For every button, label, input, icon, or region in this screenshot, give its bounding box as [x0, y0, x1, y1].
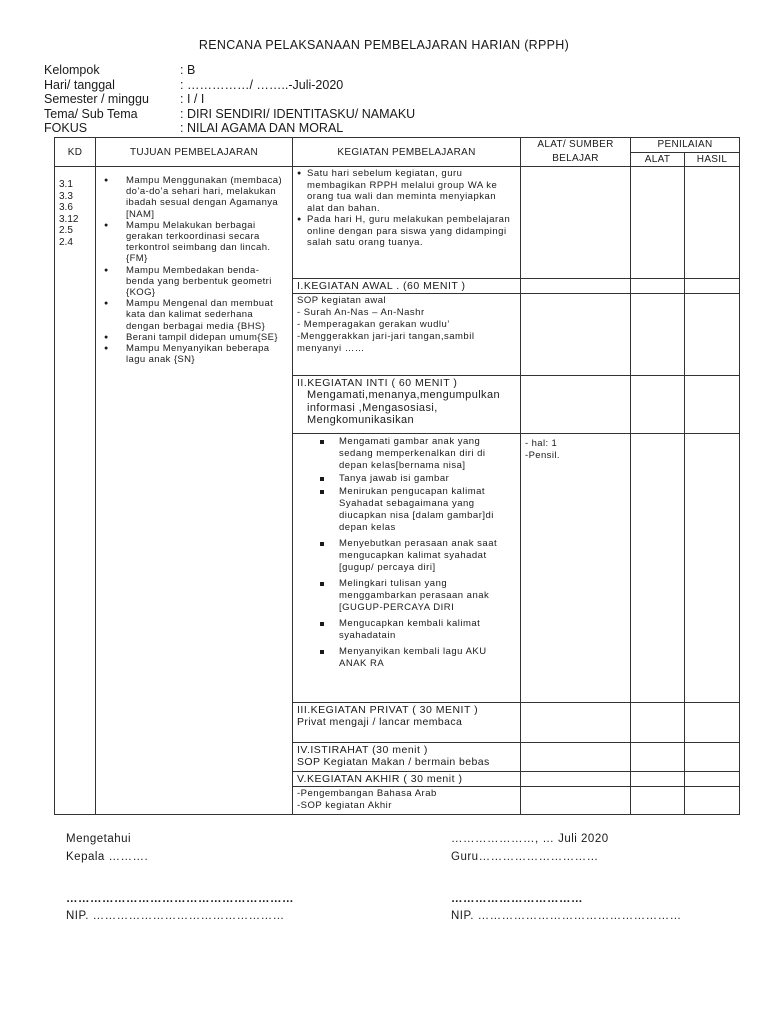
alat-cell: [521, 703, 631, 743]
sign-left-nip: NIP. …………………………………………: [66, 910, 285, 922]
tujuan-item: ● Berani tampil didepan umum{SE}: [104, 332, 286, 343]
inti-alat-list: [521, 434, 630, 466]
sign-right-nip: NIP. ……………………………………………: [451, 910, 682, 922]
privat-heading: III.KEGIATAN PRIVAT ( 30 MENIT ): [297, 704, 479, 716]
persiapan-item: ● Pada hari H, guru melakukan pembelajaran online dengan para siswa yang didampingi salah satu orang tuanya.: [297, 214, 516, 249]
meta-label: Tema/ Sub Tema: [44, 106, 138, 121]
inti-heading-cell: [293, 376, 521, 434]
inti-items-cell: [293, 434, 521, 703]
kd-list: [55, 167, 95, 248]
inti-sub: Mengamati,menanya,mengumpulkan informasi ,Mengasosiasi, Mengkomunikasikan: [307, 389, 500, 426]
penilaian-hasil-cell: [685, 772, 740, 787]
penilaian-alat-cell: [631, 434, 685, 703]
penilaian-hasil-cell: [685, 787, 740, 815]
meta-value: : DIRI SENDIRI/ IDENTITASKU/ NAMAKU: [180, 106, 416, 121]
inti-item: Menyanyikan kembali lagu AKU ANAK RA: [317, 646, 512, 670]
akhir-heading: V.KEGIATAN AKHIR ( 30 menit ): [297, 773, 463, 785]
istirahat-heading: IV.ISTIRAHAT (30 menit ): [297, 744, 428, 756]
persiapan-cell: [293, 167, 521, 279]
tujuan-cell: [96, 167, 293, 815]
meta-label: Kelompok: [44, 63, 100, 77]
meta-label: Semester / minggu: [44, 92, 149, 106]
kd-item: 2.5: [59, 225, 73, 236]
header-penilaian-alat: ALAT: [631, 152, 685, 167]
tujuan-list: [96, 167, 292, 365]
alat-cell: [521, 434, 631, 703]
meta-label: FOKUS: [44, 121, 88, 135]
rpph-table: [54, 137, 740, 815]
penilaian-alat-cell: [631, 787, 685, 815]
alat-cell: [521, 787, 631, 815]
inti-items-list: [293, 434, 520, 670]
awal-content-cell: [293, 294, 521, 376]
penilaian-hasil-cell: [685, 743, 740, 772]
awal-heading: I.KEGIATAN AWAL . (60 MENIT ): [297, 280, 466, 292]
alat-item: - hal: 1: [525, 438, 558, 449]
document-title: RENCANA PELAKSANAAN PEMBELAJARAN HARIAN (RPPH): [198, 38, 570, 52]
meta-value: : ……………/ ……..-Juli-2020: [180, 77, 344, 92]
awal-line: - Memperagakan gerakan wudlu’: [297, 319, 450, 330]
inti-item: Melingkari tulisan yang menggambarkan perasaan anak [GUGUP-PERCAYA DIRI: [317, 578, 512, 614]
awal-line: SOP kegiatan awal: [297, 295, 387, 306]
privat-sub: Privat mengaji / lancar membaca: [297, 716, 463, 728]
header-penilaian: PENILAIAN: [631, 138, 740, 153]
akhir-content-cell: [293, 787, 521, 815]
tujuan-item: ● Mampu Menggunakan (membaca) do’a-do’a sehari hari, melakukan ibadah sesual dengan Agamanya [NAM]: [104, 175, 286, 220]
meta-block: [44, 63, 415, 136]
awal-line: - Surah An-Nas – An-Nashr: [297, 307, 425, 318]
istirahat-cell: [293, 743, 521, 772]
inti-heading: II.KEGIATAN INTI ( 60 MENIT ): [297, 377, 458, 389]
penilaian-alat-cell: [631, 772, 685, 787]
istirahat-sub: SOP Kegiatan Makan / bermain bebas: [297, 756, 490, 768]
header-kegiatan: KEGIATAN PEMBELAJARAN: [293, 138, 521, 167]
penilaian-hasil-cell: [685, 294, 740, 376]
inti-item: Mengamati gambar anak yang sedang memperkenalkan diri di depan kelas[bernama nisa]: [317, 436, 512, 472]
akhir-line: -Pengembangan Bahasa Arab: [297, 788, 437, 799]
alat-cell: [521, 279, 631, 294]
meta-label: Hari/ tanggal: [44, 77, 115, 92]
inti-item: Menyebutkan perasaan anak saat mengucapkan kalimat syahadat [gugup/ percaya diri]: [317, 538, 512, 574]
persiapan-item: ● Satu hari sebelum kegiatan, guru membagikan RPPH melalui group WA ke orang tua wali dan meminta menyiapkan alat dan bahan.: [297, 168, 516, 214]
inti-item: Menirukan pengucapan kalimat Syahadat sebagaimana yang diucapkan nisa [dalam gambar]di depan kelas: [317, 486, 512, 534]
sign-right-line: ……………………………: [451, 893, 583, 905]
alat-cell: [521, 376, 631, 434]
alat-cell: [521, 743, 631, 772]
alat-cell: [521, 167, 631, 279]
alat-item: -Pensil.: [525, 450, 560, 461]
kd-item: 2.4: [59, 236, 73, 248]
persiapan-list: [293, 167, 520, 251]
header-alat-sumber: ALAT/ SUMBER BELAJAR: [521, 138, 631, 167]
tujuan-item: ● Mampu Menyanyikan beberapa lagu anak {SN}: [104, 343, 286, 365]
penilaian-alat-cell: [631, 703, 685, 743]
header-penilaian-hasil: HASIL: [685, 152, 740, 167]
sign-guru: Guru…………………………: [451, 851, 599, 863]
tujuan-item: ● Mampu Mengenal dan membuat kata dan kalimat sederhana dengan berbagai media {BHS}: [104, 298, 286, 332]
akhir-content: [293, 787, 520, 813]
header-tujuan: TUJUAN PEMBELAJARAN: [96, 138, 293, 167]
kd-item: 3.12: [59, 213, 79, 225]
meta-value: : B: [180, 63, 196, 77]
tujuan-item: ● Mampu Melakukan berbagai gerakan terkoordinasi secara terkontrol seimbang dan lincah.{FM}: [104, 220, 286, 265]
meta-row-hari-tanggal: [44, 78, 415, 93]
akhir-line: -SOP kegiatan Akhir: [297, 800, 392, 811]
alat-cell: [521, 294, 631, 376]
sign-left-line: …………………………………………………: [66, 893, 294, 905]
meta-value: : I / I: [180, 92, 205, 106]
sign-date: …………………, … Juli 2020: [451, 833, 609, 845]
penilaian-alat-cell: [631, 743, 685, 772]
kd-item: 3.6: [59, 202, 73, 213]
penilaian-hasil-cell: [685, 167, 740, 279]
kd-cell: [55, 167, 96, 815]
header-kd: KD: [55, 138, 96, 167]
alat-cell: [521, 772, 631, 787]
awal-heading-cell: [293, 279, 521, 294]
sign-mengetahui: Mengetahui: [66, 833, 132, 845]
meta-row-tema: [44, 107, 415, 122]
penilaian-alat-cell: [631, 294, 685, 376]
penilaian-hasil-cell: [685, 434, 740, 703]
inti-item: Tanya jawab isi gambar: [317, 473, 512, 485]
sign-kepala: Kepala ……….: [66, 851, 149, 863]
inti-item: Mengucapkan kembali kalimat syahadatain: [317, 618, 512, 642]
penilaian-hasil-cell: [685, 279, 740, 294]
meta-row-kelompok: [44, 63, 415, 78]
privat-cell: [293, 703, 521, 743]
penilaian-alat-cell: [631, 167, 685, 279]
kd-item: 3.1: [59, 179, 73, 190]
kd-item: 3.3: [59, 190, 73, 202]
meta-row-fokus: [44, 121, 415, 136]
awal-content: [293, 294, 520, 356]
meta-value: : NILAI AGAMA DAN MORAL: [180, 121, 344, 135]
awal-line: -Menggerakkan jari-jari tangan,sambil menyanyi ……: [297, 331, 475, 354]
penilaian-alat-cell: [631, 279, 685, 294]
tujuan-item: ● Mampu Membedakan benda-benda yang berbentuk geometri {KOG}: [104, 265, 286, 299]
akhir-heading-cell: [293, 772, 521, 787]
meta-row-semester: [44, 92, 415, 107]
penilaian-alat-cell: [631, 376, 685, 434]
penilaian-hasil-cell: [685, 703, 740, 743]
penilaian-hasil-cell: [685, 376, 740, 434]
